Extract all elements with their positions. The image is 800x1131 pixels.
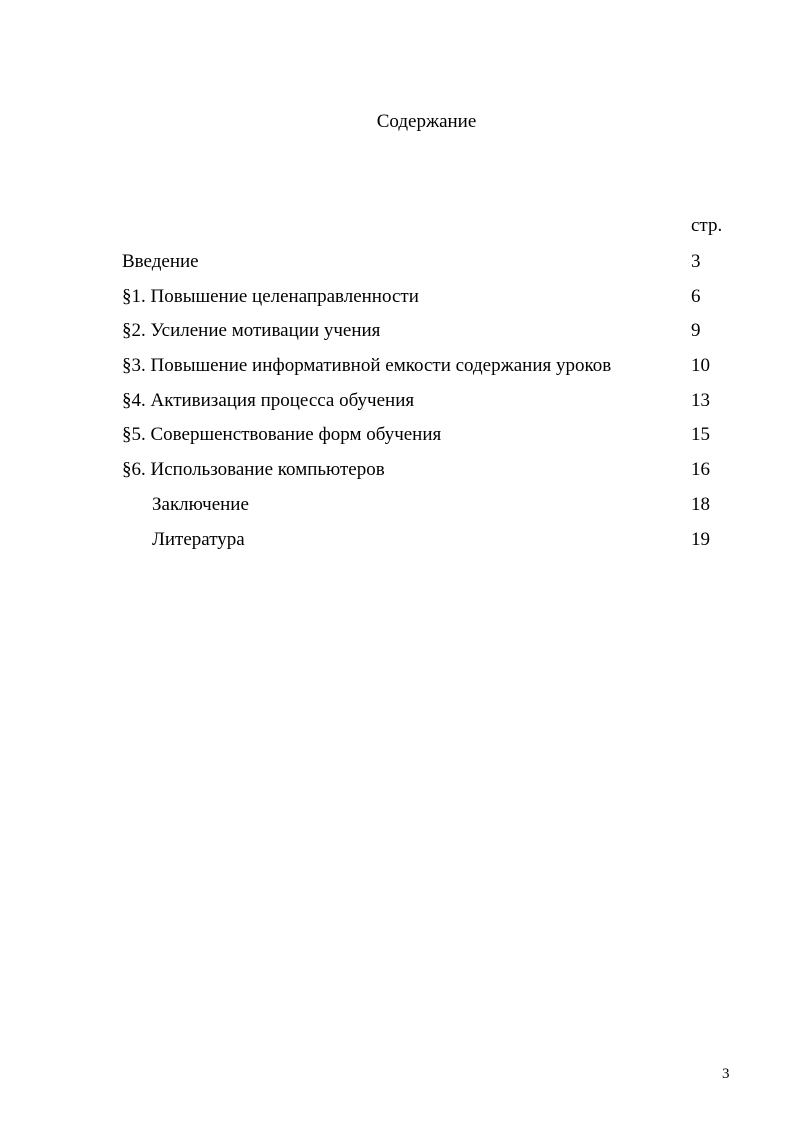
toc-entry xyxy=(122,354,742,389)
toc-entry-label: §1. Повышение целенаправленности xyxy=(122,285,419,307)
toc-entry xyxy=(122,423,742,458)
toc-entry-label: §4. Активизация процесса обучения xyxy=(122,389,415,411)
toc-entry-label: Литература xyxy=(152,528,245,550)
table-of-contents xyxy=(122,250,742,562)
toc-entry xyxy=(122,285,742,320)
page-title: Содержание xyxy=(376,111,477,132)
toc-entry-page: 13 xyxy=(691,389,710,411)
toc-entry-label: Введение xyxy=(122,251,199,272)
toc-entry-page: 16 xyxy=(691,459,710,481)
toc-entry-page: 19 xyxy=(691,528,710,550)
pages-column-header: стр. xyxy=(691,215,723,236)
toc-entry-label: §3. Повышение информативной емкости содержания уроков xyxy=(122,355,612,377)
toc-entry-page: 10 xyxy=(691,355,710,377)
page-number: 3 xyxy=(722,1066,730,1082)
toc-entry xyxy=(122,528,742,563)
toc-entry-page: 15 xyxy=(691,424,710,446)
toc-entry xyxy=(122,319,742,354)
toc-entry-page: 18 xyxy=(691,493,710,515)
toc-entry-label: §6. Использование компьютеров xyxy=(122,459,385,481)
toc-entry-page: 9 xyxy=(691,320,701,342)
toc-entry-label: §2. Усиление мотивации учения xyxy=(122,320,381,342)
toc-entry xyxy=(122,458,742,493)
toc-entry-page: 6 xyxy=(691,285,701,307)
toc-entry xyxy=(122,389,742,424)
toc-entry xyxy=(122,250,742,285)
toc-entry xyxy=(122,493,742,528)
toc-entry-label: §5. Совершенствование форм обучения xyxy=(122,424,442,446)
toc-entry-label: Заключение xyxy=(152,493,249,515)
toc-entry-page: 3 xyxy=(691,251,701,272)
